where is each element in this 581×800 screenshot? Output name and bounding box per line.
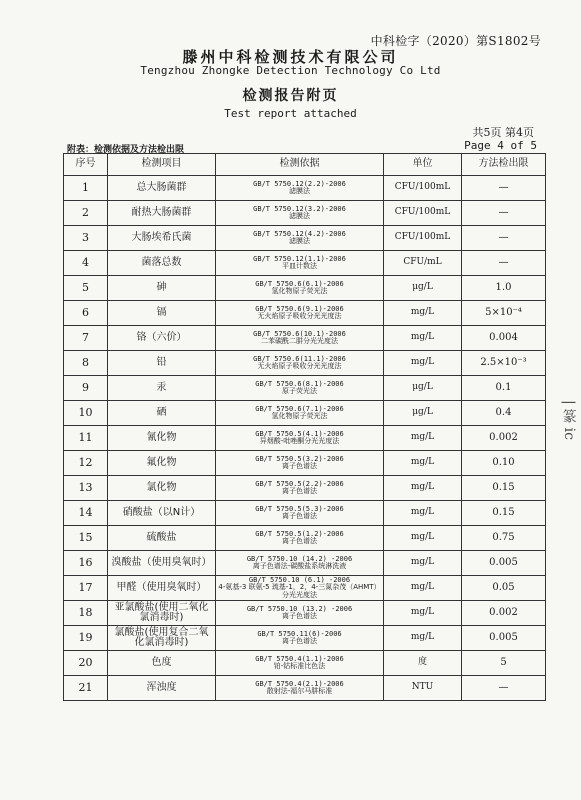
basis-standard: GB/T 5750.5(1.2)-2006 xyxy=(255,529,344,538)
basis-standard: GB/T 5750.4(1.1)-2006 xyxy=(255,654,344,663)
basis-method: 原子荧光法 xyxy=(282,387,317,395)
basis-standard: GB/T 5750.6(10.1)-2006 xyxy=(253,329,346,338)
row-item: 铬（六价） xyxy=(108,326,216,351)
row-unit: mg/L xyxy=(384,526,462,551)
row-unit: μg/L xyxy=(384,276,462,301)
column-header-unit: 单位 xyxy=(384,154,462,176)
row-limit: — xyxy=(462,676,546,701)
row-basis xyxy=(216,651,384,676)
row-limit: 0.15 xyxy=(462,476,546,501)
table-row xyxy=(64,376,546,401)
table-row xyxy=(64,351,546,376)
test-basis-table xyxy=(63,153,546,701)
column-header-seq: 序号 xyxy=(64,154,108,176)
basis-standard: GB/T 5750.6(8.1)-2006 xyxy=(255,379,344,388)
row-basis xyxy=(216,201,384,226)
report-number: 中科检字（2020）第S1802号 xyxy=(370,34,541,48)
row-basis xyxy=(216,676,384,701)
row-basis xyxy=(216,351,384,376)
row-seq: 7 xyxy=(64,326,108,351)
basis-method: 无火焰原子吸收分光光度法 xyxy=(257,312,342,320)
row-basis xyxy=(216,451,384,476)
row-limit: 0.004 xyxy=(462,326,546,351)
company-name-cn: 滕州中科检测技术有限公司 xyxy=(182,48,399,66)
row-item: 亚氯酸盐(使用二氧化氯消毒时) xyxy=(108,601,216,626)
row-unit: NTU xyxy=(384,676,462,701)
row-limit: 0.15 xyxy=(462,501,546,526)
row-seq: 4 xyxy=(64,251,108,276)
table-row xyxy=(64,201,546,226)
row-item: 氰化物 xyxy=(108,426,216,451)
row-unit: mg/L xyxy=(384,326,462,351)
row-limit: — xyxy=(462,201,546,226)
basis-method: 滤膜法 xyxy=(289,212,310,220)
row-limit: 5×10⁻⁴ xyxy=(462,301,546,326)
table-row xyxy=(64,326,546,351)
row-basis xyxy=(216,176,384,201)
basis-standard: GB/T 5750.12(4.2)-2006 xyxy=(253,229,346,238)
row-basis xyxy=(216,276,384,301)
table-row xyxy=(64,226,546,251)
row-item: 氯化物 xyxy=(108,476,216,501)
row-item: 溴酸盐（使用臭氧时） xyxy=(108,551,216,576)
row-unit: CFU/mL xyxy=(384,251,462,276)
basis-method: 滤膜法 xyxy=(289,187,310,195)
basis-standard: GB/T 5750.6(11.1)-2006 xyxy=(253,354,346,363)
basis-method: 离子色谱法 xyxy=(282,512,317,520)
row-basis xyxy=(216,226,384,251)
row-unit: CFU/100mL xyxy=(384,201,462,226)
row-limit: 5 xyxy=(462,651,546,676)
basis-method: 散射法-福尔马肼标准 xyxy=(266,687,333,695)
row-unit: mg/L xyxy=(384,551,462,576)
page-count-en: Page 4 of 5 xyxy=(464,139,537,152)
margin-stamp-marks: | 篆 ic xyxy=(560,400,577,440)
row-item: 硝酸盐（以N计） xyxy=(108,501,216,526)
row-item: 汞 xyxy=(108,376,216,401)
page-title-en: Test report attached xyxy=(224,107,357,120)
basis-method: 离子色谱法-碳酸盐系统淋洗液 xyxy=(252,562,347,570)
row-limit: — xyxy=(462,251,546,276)
basis-method: 离子色谱法 xyxy=(282,612,317,620)
table-row xyxy=(64,176,546,201)
row-unit: mg/L xyxy=(384,451,462,476)
row-unit: mg/L xyxy=(384,301,462,326)
row-limit: 0.75 xyxy=(462,526,546,551)
table-row xyxy=(64,401,546,426)
table-row xyxy=(64,626,546,651)
row-unit: mg/L xyxy=(384,576,462,601)
basis-method: 无火焰原子吸收分光光度法 xyxy=(257,362,342,370)
basis-method: 离子色谱法 xyxy=(282,487,317,495)
basis-method: 铂-钴标准比色法 xyxy=(273,662,326,670)
basis-standard: GB/T 5750.6(9.1)-2006 xyxy=(255,304,344,313)
row-seq: 14 xyxy=(64,501,108,526)
row-seq: 15 xyxy=(64,526,108,551)
row-basis xyxy=(216,576,384,601)
table-row xyxy=(64,676,546,701)
row-limit: 0.005 xyxy=(462,551,546,576)
row-seq: 17 xyxy=(64,576,108,601)
row-basis xyxy=(216,401,384,426)
row-item: 总大肠菌群 xyxy=(108,176,216,201)
basis-method: 异烟酸-吡唑酮分光光度法 xyxy=(259,437,340,445)
basis-standard: GB/T 5750.12(1.1)-2006 xyxy=(253,254,346,263)
row-unit: 度 xyxy=(384,651,462,676)
row-item: 氯酸盐(使用复合二氧化氯消毒时) xyxy=(108,626,216,651)
row-seq: 20 xyxy=(64,651,108,676)
row-unit: mg/L xyxy=(384,351,462,376)
row-unit: mg/L xyxy=(384,501,462,526)
row-basis xyxy=(216,551,384,576)
basis-method: 离子色谱法 xyxy=(282,537,317,545)
table-row xyxy=(64,251,546,276)
row-limit: 0.10 xyxy=(462,451,546,476)
table-row xyxy=(64,601,546,626)
row-limit: 0.1 xyxy=(462,376,546,401)
basis-method: 滤膜法 xyxy=(289,237,310,245)
row-basis xyxy=(216,301,384,326)
row-limit: 0.4 xyxy=(462,401,546,426)
table-header-row xyxy=(64,154,546,176)
basis-standard: GB/T 5750.12(3.2)-2006 xyxy=(253,204,346,213)
page-title-cn: 检测报告附页 xyxy=(242,88,339,104)
row-limit: — xyxy=(462,226,546,251)
row-item: 色度 xyxy=(108,651,216,676)
row-limit: 1.0 xyxy=(462,276,546,301)
table-row xyxy=(64,526,546,551)
row-item: 镉 xyxy=(108,301,216,326)
row-limit: 0.005 xyxy=(462,626,546,651)
page-count-cn: 共5页 第4页 xyxy=(472,126,534,139)
row-seq: 6 xyxy=(64,301,108,326)
row-item: 硒 xyxy=(108,401,216,426)
table-row xyxy=(64,451,546,476)
basis-standard: GB/T 5750.5(4.1)-2006 xyxy=(255,429,344,438)
row-limit: 0.002 xyxy=(462,426,546,451)
row-item: 甲醛（使用臭氧时） xyxy=(108,576,216,601)
row-basis xyxy=(216,526,384,551)
row-limit: 2.5×10⁻³ xyxy=(462,351,546,376)
row-basis xyxy=(216,251,384,276)
basis-method: 离子色谱法 xyxy=(282,462,317,470)
column-header-basis: 检测依据 xyxy=(216,154,384,176)
row-seq: 3 xyxy=(64,226,108,251)
row-unit: mg/L xyxy=(384,626,462,651)
basis-method: 4-氨基-3 联氨-5 巯基-1，2，4-三氮杂茂（AHMT）分光光度法 xyxy=(218,583,381,599)
row-item: 硫酸盐 xyxy=(108,526,216,551)
row-item: 耐热大肠菌群 xyxy=(108,201,216,226)
row-basis xyxy=(216,476,384,501)
row-basis xyxy=(216,501,384,526)
table-row xyxy=(64,476,546,501)
basis-standard: GB/T 5750.10 (6.1) -2006 xyxy=(248,575,351,584)
row-seq: 2 xyxy=(64,201,108,226)
column-header-item: 检测项目 xyxy=(108,154,216,176)
basis-method: 二苯碳酰二肼分光光度法 xyxy=(261,337,338,345)
table-row xyxy=(64,576,546,601)
basis-standard: GB/T 5750.10 (14.2) -2006 xyxy=(246,554,353,563)
row-basis xyxy=(216,426,384,451)
basis-standard: GB/T 5750.4(2.1)-2006 xyxy=(255,679,344,688)
row-basis xyxy=(216,376,384,401)
row-unit: mg/L xyxy=(384,426,462,451)
basis-method: 氢化物原子荧光法 xyxy=(271,287,328,295)
attached-table-label: 附表：检测依据及方法检出限 xyxy=(67,145,185,155)
basis-standard: GB/T 5750.5(2.2)-2006 xyxy=(255,479,344,488)
row-item: 铅 xyxy=(108,351,216,376)
row-unit: mg/L xyxy=(384,601,462,626)
basis-standard: GB/T 5750.12(2.2)-2006 xyxy=(253,179,346,188)
table-row xyxy=(64,651,546,676)
row-seq: 16 xyxy=(64,551,108,576)
basis-standard: GB/T 5750.10 (13.2) -2006 xyxy=(246,604,353,613)
basis-method: 平皿计数法 xyxy=(282,262,317,270)
row-seq: 12 xyxy=(64,451,108,476)
column-header-limit: 方法检出限 xyxy=(462,154,546,176)
row-seq: 18 xyxy=(64,601,108,626)
row-seq: 5 xyxy=(64,276,108,301)
table-row xyxy=(64,501,546,526)
basis-standard: GB/T 5750.5(5.3)-2006 xyxy=(255,504,344,513)
row-basis xyxy=(216,626,384,651)
basis-method: 离子色谱法 xyxy=(282,637,317,645)
row-seq: 21 xyxy=(64,676,108,701)
basis-standard: GB/T 5750.5(3.2)-2006 xyxy=(255,454,344,463)
table-row xyxy=(64,551,546,576)
table-row xyxy=(64,276,546,301)
row-seq: 9 xyxy=(64,376,108,401)
row-seq: 13 xyxy=(64,476,108,501)
row-item: 氟化物 xyxy=(108,451,216,476)
row-limit: — xyxy=(462,176,546,201)
row-unit: CFU/100mL xyxy=(384,176,462,201)
row-basis xyxy=(216,326,384,351)
row-limit: 0.002 xyxy=(462,601,546,626)
row-item: 浑浊度 xyxy=(108,676,216,701)
row-basis xyxy=(216,601,384,626)
basis-standard: GB/T 5750.6(6.1)-2006 xyxy=(255,279,344,288)
basis-method: 氢化物原子荧光法 xyxy=(271,412,328,420)
row-item: 大肠埃希氏菌 xyxy=(108,226,216,251)
table-row xyxy=(64,426,546,451)
row-unit: μg/L xyxy=(384,401,462,426)
row-item: 菌落总数 xyxy=(108,251,216,276)
row-unit: mg/L xyxy=(384,476,462,501)
row-seq: 1 xyxy=(64,176,108,201)
row-unit: CFU/100mL xyxy=(384,226,462,251)
table-row xyxy=(64,301,546,326)
row-limit: 0.05 xyxy=(462,576,546,601)
row-seq: 8 xyxy=(64,351,108,376)
basis-standard: GB/T 5750.6(7.1)-2006 xyxy=(255,404,344,413)
row-unit: μg/L xyxy=(384,376,462,401)
company-name-en: Tengzhou Zhongke Detection Technology Co Ltd xyxy=(140,64,441,77)
basis-standard: GB/T 5750.11(6)-2006 xyxy=(257,629,342,638)
row-seq: 19 xyxy=(64,626,108,651)
row-item: 砷 xyxy=(108,276,216,301)
row-seq: 11 xyxy=(64,426,108,451)
row-seq: 10 xyxy=(64,401,108,426)
